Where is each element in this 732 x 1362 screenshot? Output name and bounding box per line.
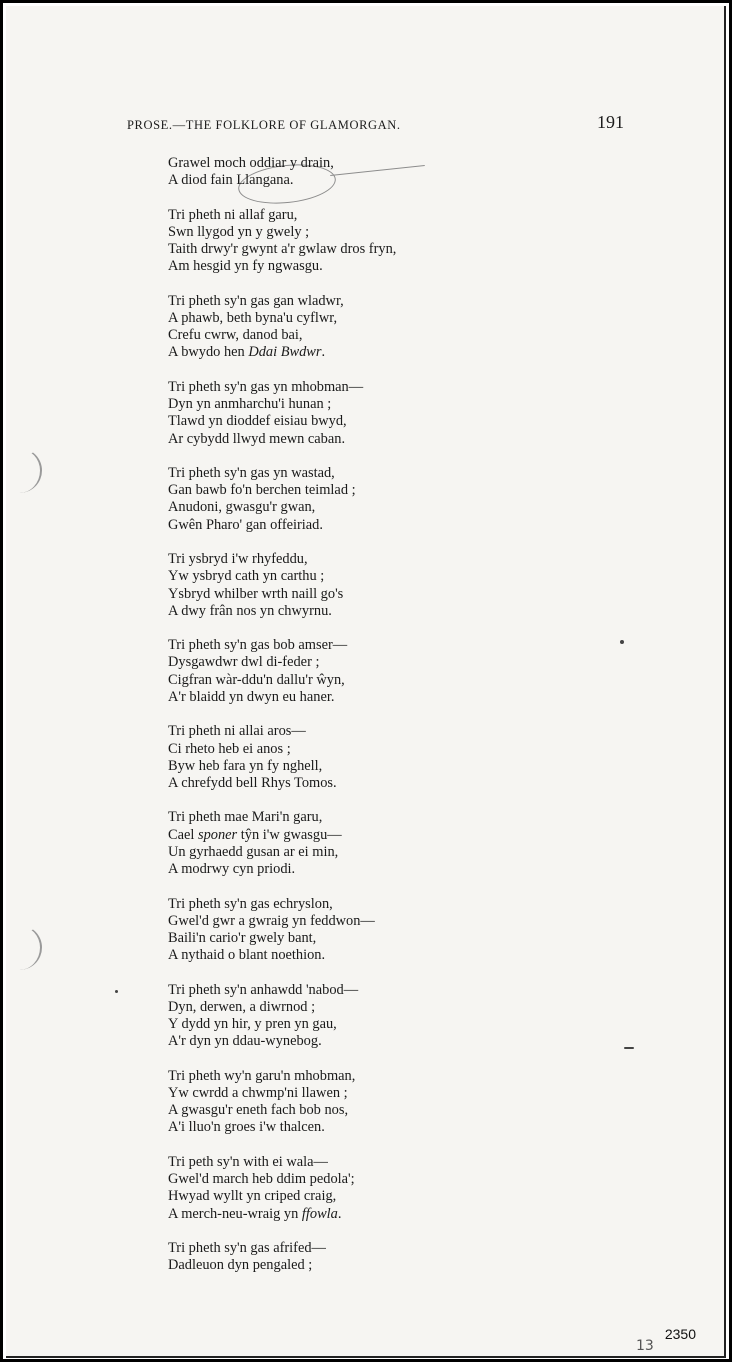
page-number: 191 — [597, 112, 624, 132]
poem-line: Tri pheth sy'n anhawdd 'nabod— — [168, 981, 359, 998]
poem-line: A bwydo hen Ddai Bwdwr. — [168, 344, 326, 361]
poem-stanza — [168, 723, 498, 792]
poem-line: Tlawd yn dioddef eisiau bwyd, — [168, 413, 347, 430]
poem-line: A'r blaidd yn dwyn eu haner. — [168, 688, 335, 705]
poem-line: A modrwy cyn priodi. — [168, 861, 296, 878]
poem-stanza — [168, 379, 498, 448]
poem-stanza — [168, 809, 498, 878]
poem-line: Gwên Pharo' gan offeiriad. — [168, 516, 323, 533]
poem-stanza — [168, 1154, 498, 1223]
poem-line: Gwel'd gwr a gwraig yn feddwon— — [168, 912, 375, 929]
poem-line: Yw cwrdd a chwmp'ni llawen ; — [168, 1085, 348, 1101]
poem-line: Taith drwy'r gwynt a'r gwlaw dros fryn, — [168, 241, 397, 258]
poem-stanza — [168, 293, 498, 362]
poem-line: Am hesgid yn fy ngwasgu. — [168, 258, 323, 275]
poem-line: Tri pheth ni allaf garu, — [168, 206, 298, 223]
poem-line: Baili'n cario'r gwely bant, — [168, 929, 317, 946]
poem-line: Tri pheth sy'n gas echryslon, — [168, 895, 333, 912]
poem-line: Crefu cwrw, danod bai, — [168, 327, 303, 344]
poem-line: Dyn, derwen, a diwrnod ; — [168, 998, 316, 1015]
poem-line: Swn llygod yn y gwely ; — [168, 223, 310, 240]
poem-line: Y dydd yn hir, y pren yn gau, — [168, 1016, 337, 1033]
italic-word: ffowla — [301, 1205, 338, 1222]
poem-line: Ysbryd whilber wrth naill go's — [168, 585, 344, 602]
poem-line: Dyn yn anmharchu'i hunan ; — [168, 396, 332, 413]
poem-line: Tri pheth ni allai aros— — [168, 723, 306, 740]
poem-stanza — [168, 1240, 498, 1274]
poem-stanza — [168, 465, 498, 534]
poem-line: Un gyrhaedd gusan ar ei min, — [168, 843, 339, 860]
poem-line: Yw ysbryd cath yn carthu ; — [168, 568, 325, 585]
poem-stanza — [168, 207, 498, 276]
poem-line: A gwasgu'r eneth fach bob nos, — [168, 1102, 349, 1119]
poem-line: Dadleuon dyn pengaled ; — [168, 1257, 313, 1274]
poem-line: Tri ysbryd i'w rhyfeddu, — [168, 551, 308, 568]
poem-line: Grawel moch oddiar y drain, — [168, 155, 334, 171]
poem-line: A dwy frân nos yn chwyrnu. — [168, 602, 332, 619]
ink-speck — [115, 990, 118, 993]
poem-line: Byw heb fara yn fy nghell, — [168, 757, 323, 774]
poem-line: Tri pheth sy'n gas afrifed— — [168, 1240, 326, 1257]
poem-line: A'r dyn yn ddau-wynebog. — [168, 1033, 322, 1050]
poem-line: Tri peth sy'n with ei wala— — [168, 1153, 328, 1170]
poem-stanza — [168, 155, 498, 189]
poem-line: A nythaid o blant noethion. — [168, 947, 326, 964]
poem-stanza — [168, 1068, 498, 1137]
poem-line: Tri pheth sy'n gas yn mhobman— — [168, 378, 364, 395]
poem-line: Dysgawdwr dwl di-feder ; — [168, 654, 320, 671]
poem-line: Gwel'd march heb ddim pedola'; — [168, 1171, 355, 1188]
poem-stanza — [168, 896, 498, 965]
poem-line: A diod fain Llangana. — [168, 172, 294, 189]
poem-stanza — [168, 637, 498, 706]
poem-line: A phawb, beth byna'u cyflwr, — [168, 310, 338, 327]
poem-line: Hwyad wyllt yn criped craig, — [168, 1188, 337, 1205]
poem-line: Anudoni, gwasgu'r gwan, — [168, 499, 316, 516]
poem-line: Tri pheth wy'n garu'n mhobman, — [168, 1067, 356, 1084]
poem-line: Ci rheto heb ei anos ; — [168, 740, 291, 757]
poem-line: A chrefydd bell Rhys Tomos. — [168, 774, 337, 791]
poem-stanza — [168, 982, 498, 1051]
ink-speck — [624, 1047, 634, 1049]
poem-line: A merch-neu-wraig yn ffowla. — [168, 1205, 342, 1222]
poem-line: A'i lluo'n groes i'w thalcen. — [168, 1119, 325, 1136]
pencil-note: 13 — [636, 1338, 654, 1354]
poem-line: Tri pheth sy'n gas yn wastad, — [168, 465, 335, 482]
poem-line: Tri pheth sy'n gas bob amser— — [168, 637, 348, 654]
poem-body — [168, 155, 498, 1292]
archive-number: 2350 — [664, 1326, 696, 1342]
poem-line: Gan bawb fo'n berchen teimlad ; — [168, 482, 356, 499]
italic-word: Ddai Bwdwr — [248, 344, 322, 361]
poem-line: Cael sponer tŷn i'w gwasgu— — [168, 826, 342, 843]
poem-stanza — [168, 551, 498, 620]
poem-line: Cigfran wàr-ddu'n dallu'r ŵyn, — [168, 671, 345, 688]
poem-line: Ar cybydd llwyd mewn caban. — [168, 430, 346, 447]
ink-speck — [620, 640, 624, 644]
poem-line: Tri pheth sy'n gas gan wladwr, — [168, 292, 344, 309]
running-title: PROSE.—THE FOLKLORE OF GLAMORGAN. — [127, 118, 401, 132]
italic-word: sponer — [197, 826, 238, 843]
poem-line: Tri pheth mae Mari'n garu, — [168, 809, 323, 826]
